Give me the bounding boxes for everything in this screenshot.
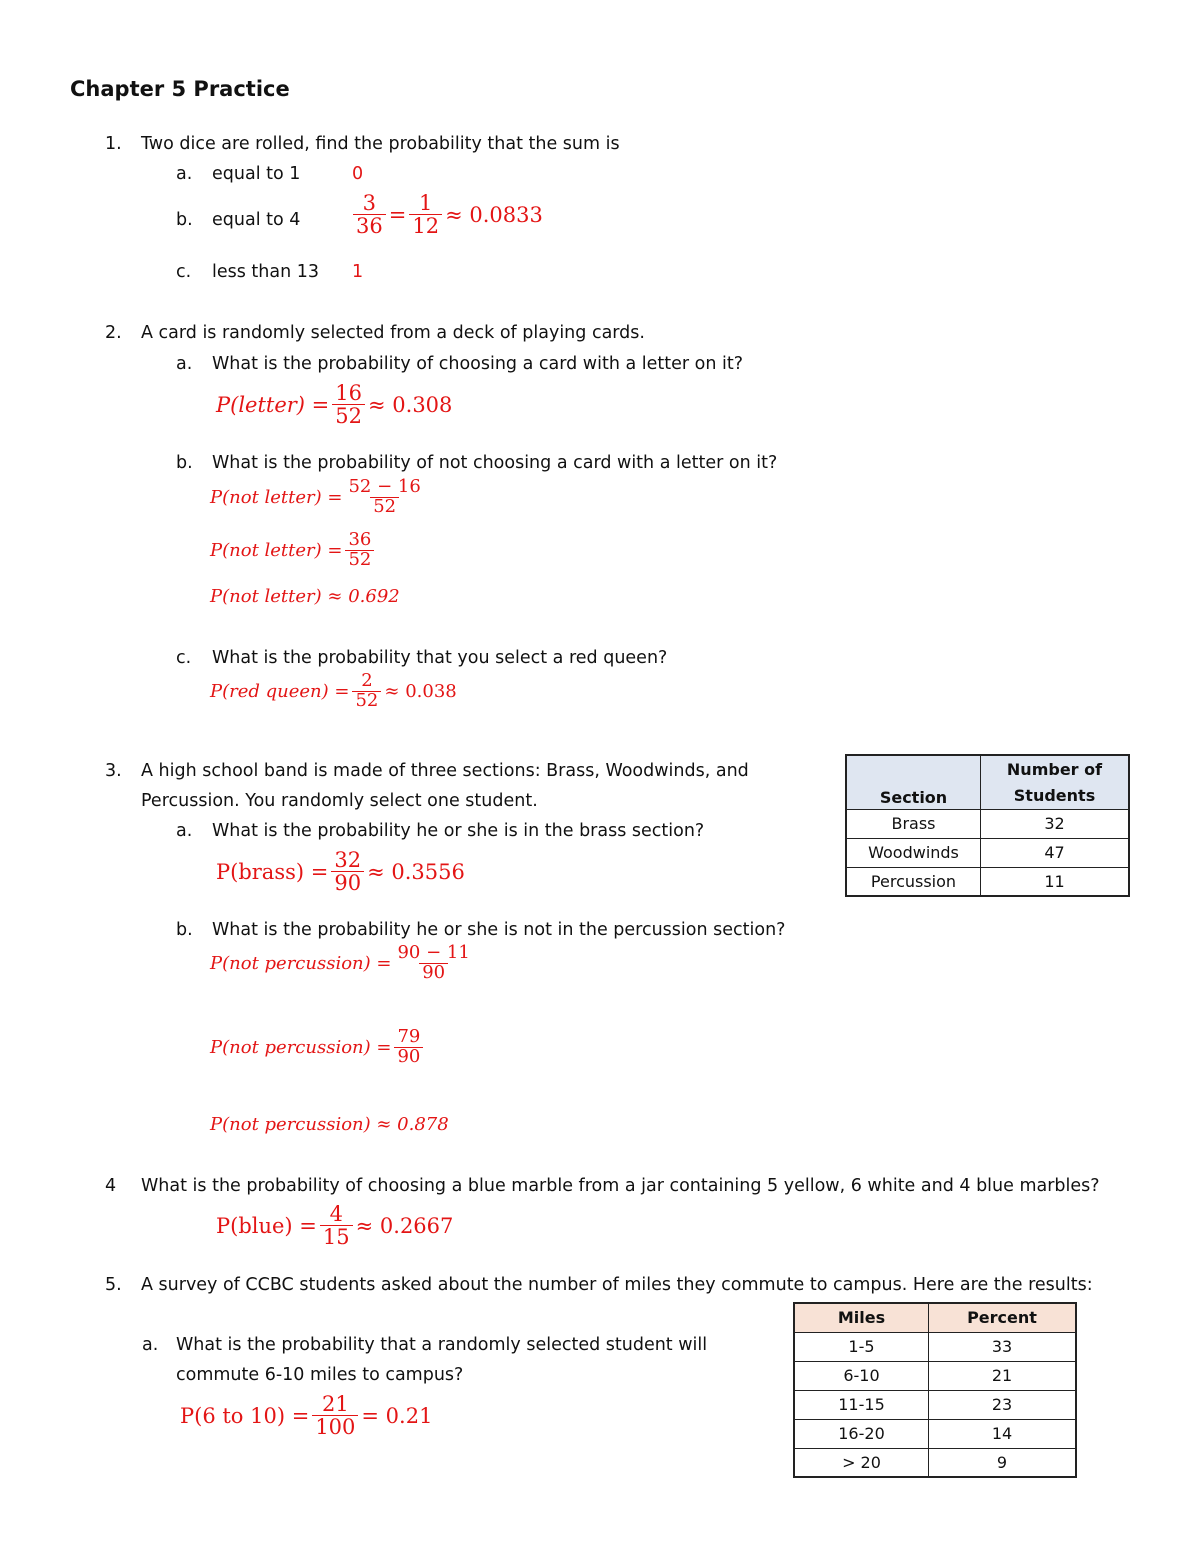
miles-cell-range: 1-5 — [794, 1332, 929, 1361]
miles-header-miles: Miles — [794, 1303, 929, 1332]
q4-text: What is the probability of choosing a blue marble from a jar containing 5 yellow, 6 white and 4 blue marbles? — [141, 1176, 1100, 1196]
q5a-text-line2: commute 6-10 miles to campus? — [176, 1365, 464, 1385]
q3-number: 3. — [105, 761, 122, 781]
q3b-line3: P(not percussion) ≈ 0.878 — [210, 1114, 449, 1135]
q5a-fraction: $\frac{21}{100}$ — [312, 1393, 358, 1438]
q2b-line1-fraction: $\frac{52 - 16}{52}$ — [348, 476, 421, 517]
q1a-letter: a. — [176, 164, 193, 184]
miles-cell-percent: 21 — [929, 1361, 1077, 1390]
q1c-answer: 1 — [352, 262, 364, 282]
q4-approx: ≈ 0.2667 — [355, 1213, 454, 1238]
q1b-equals: = — [388, 202, 407, 227]
q3a-approx: ≈ 0.3556 — [367, 859, 465, 884]
q1b-fraction-2: $\frac{1}{12}$ — [409, 192, 442, 237]
q4-answer — [216, 1203, 453, 1248]
q3-text-line1: A high school band is made of three sections: Brass, Woodwinds, and — [141, 761, 749, 781]
q2b-line1-lhs: P(not letter) = — [210, 486, 343, 508]
q3-text-line2: Percussion. You randomly select one student. — [141, 791, 538, 811]
q2b-line2 — [210, 531, 377, 570]
q5a-letter: a. — [142, 1335, 159, 1355]
q2a-fraction: $\frac{16}{52}$ — [332, 382, 365, 427]
q2c-fraction: $\frac{2}{52}$ — [352, 672, 381, 711]
q2c-text: What is the probability that you select a red queen? — [212, 648, 668, 668]
q1b-fraction-1: $\frac{3}{36}$ — [353, 192, 386, 237]
miles-cell-range: 11-15 — [794, 1390, 929, 1419]
q2c-letter: c. — [176, 648, 192, 668]
q1b-approx: ≈ 0.0833 — [445, 202, 543, 227]
q2b-letter: b. — [176, 453, 193, 473]
q5a-result: = 0.21 — [361, 1403, 433, 1428]
q5a-answer — [180, 1393, 432, 1438]
table-row — [794, 1419, 1076, 1448]
q3a-lhs: P(brass) = — [216, 859, 329, 884]
miles-cell-percent: 9 — [929, 1448, 1077, 1477]
miles-cell-range: > 20 — [794, 1448, 929, 1477]
q5-number: 5. — [105, 1275, 122, 1295]
q3b-line2-fraction: $\frac{79}{90}$ — [394, 1028, 423, 1067]
table-row — [794, 1361, 1076, 1390]
band-cell-count: 47 — [981, 838, 1130, 867]
q1-number: 1. — [105, 134, 122, 154]
band-header-count-line1: Number of — [1006, 759, 1103, 779]
q2a-answer — [216, 382, 452, 427]
q3a-fraction: $\frac{32}{90}$ — [331, 849, 364, 894]
q2c-approx: ≈ 0.038 — [384, 680, 457, 702]
q3b-line1-lhs: P(not percussion) = — [210, 952, 392, 974]
q2-number: 2. — [105, 323, 122, 343]
q3b-letter: b. — [176, 920, 193, 940]
q1-text: Two dice are rolled, find the probability that the sum is — [141, 134, 620, 154]
table-row — [794, 1390, 1076, 1419]
q1a-answer: 0 — [352, 164, 364, 184]
band-cell-section: Percussion — [846, 867, 981, 896]
page-title: Chapter 5 Practice — [70, 77, 290, 101]
band-cell-section: Brass — [846, 809, 981, 838]
band-section-table — [845, 754, 1130, 897]
q2-text: A card is randomly selected from a deck of playing cards. — [141, 323, 645, 343]
q2b-line1 — [210, 478, 427, 517]
q3a-letter: a. — [176, 821, 193, 841]
q1b-letter: b. — [176, 210, 193, 230]
q3a-answer — [216, 849, 465, 894]
q1a-text: equal to 1 — [212, 164, 301, 184]
band-header-section: Section — [846, 755, 981, 809]
miles-cell-percent: 33 — [929, 1332, 1077, 1361]
q1c-letter: c. — [176, 262, 192, 282]
band-table-header — [846, 755, 1129, 809]
q2a-text: What is the probability of choosing a card with a letter on it? — [212, 354, 744, 374]
q5-text: A survey of CCBC students asked about the number of miles they commute to campus. Here are the results: — [141, 1275, 1093, 1295]
q2c-answer — [210, 672, 457, 711]
q2b-line3: P(not letter) ≈ 0.692 — [210, 586, 400, 607]
q3b-text: What is the probability he or she is not in the percussion section? — [212, 920, 786, 940]
band-cell-count: 11 — [981, 867, 1130, 896]
q2a-lhs: P(letter) = — [216, 392, 330, 417]
q2a-letter: a. — [176, 354, 193, 374]
q2c-lhs: P(red queen) = — [210, 680, 350, 702]
q3b-line1 — [210, 944, 476, 983]
band-header-count-line2: Students — [1013, 785, 1096, 805]
q1b-answer — [350, 192, 543, 237]
q4-number: 4 — [105, 1176, 117, 1196]
miles-header-percent: Percent — [929, 1303, 1077, 1332]
q3a-text: What is the probability he or she is in the brass section? — [212, 821, 705, 841]
q5a-text-line1: What is the probability that a randomly selected student will — [176, 1335, 708, 1355]
miles-table-header — [794, 1303, 1076, 1332]
table-row — [846, 809, 1129, 838]
table-row — [846, 867, 1129, 896]
band-cell-section: Woodwinds — [846, 838, 981, 867]
miles-cell-percent: 14 — [929, 1419, 1077, 1448]
miles-cell-percent: 23 — [929, 1390, 1077, 1419]
band-cell-count: 32 — [981, 809, 1130, 838]
table-row — [794, 1332, 1076, 1361]
q3b-line1-fraction: $\frac{90 - 11}{90}$ — [397, 942, 470, 983]
q4-fraction: $\frac{4}{15}$ — [320, 1203, 353, 1248]
band-header-count — [981, 755, 1130, 809]
q2b-text: What is the probability of not choosing a card with a letter on it? — [212, 453, 778, 473]
miles-cell-range: 16-20 — [794, 1419, 929, 1448]
q5a-lhs: P(6 to 10) = — [180, 1403, 310, 1428]
q3b-line2 — [210, 1028, 426, 1067]
table-row — [846, 838, 1129, 867]
q4-lhs: P(blue) = — [216, 1213, 317, 1238]
table-row — [794, 1448, 1076, 1477]
q1c-text: less than 13 — [212, 262, 320, 282]
miles-cell-range: 6-10 — [794, 1361, 929, 1390]
q2b-line2-lhs: P(not letter) = — [210, 539, 343, 561]
commute-miles-table — [793, 1302, 1077, 1478]
q2b-line2-fraction: $\frac{36}{52}$ — [345, 531, 374, 570]
q3b-line2-lhs: P(not percussion) = — [210, 1036, 392, 1058]
q1b-text: equal to 4 — [212, 210, 301, 230]
q2a-approx: ≈ 0.308 — [368, 392, 453, 417]
